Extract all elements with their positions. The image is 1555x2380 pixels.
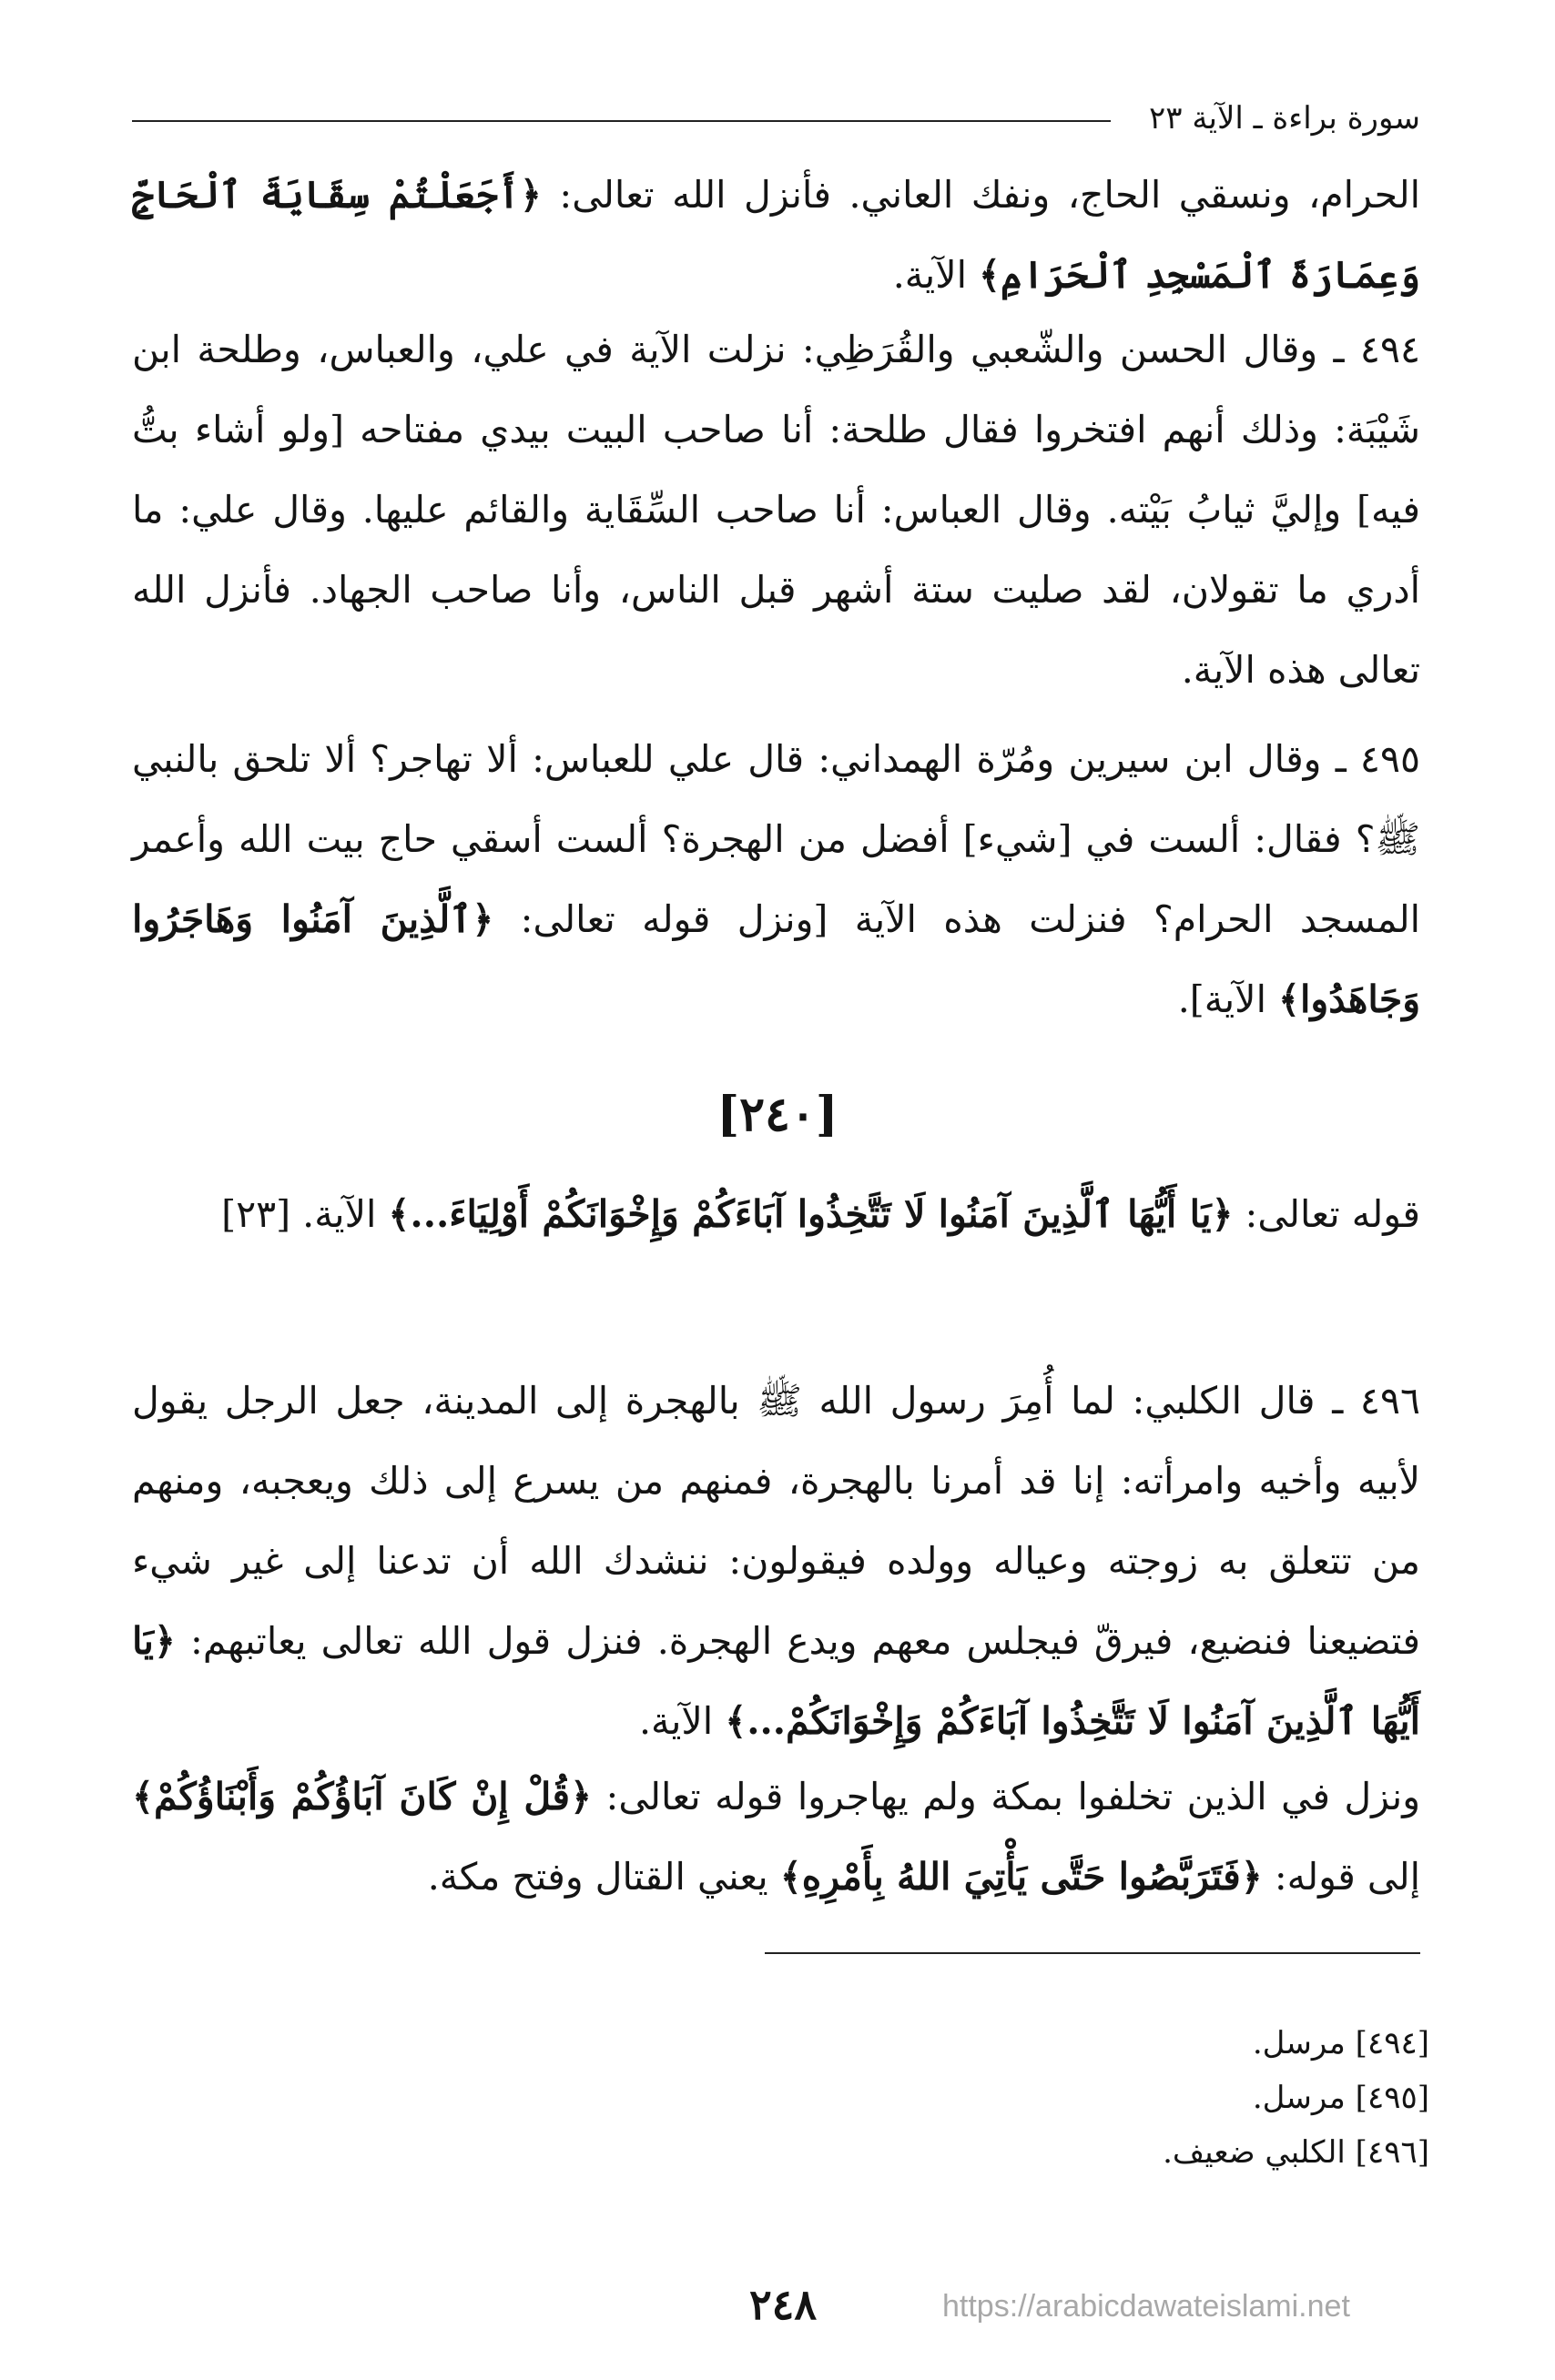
section-number: [٢٤٠] <box>717 1087 838 1142</box>
footnote-rule <box>765 1952 1420 1954</box>
paragraph-tail: يعني القتال وفتح مكة. <box>427 1855 780 1899</box>
quran-verse: ﴿أَجَعَلْتُمْ سِقَايَةَ ٱلْحَاجِّ وَعِمَارَةَ ٱلْمَسْجِدِ ٱلْحَرَامِ﴾ <box>132 173 1420 297</box>
verse-heading <box>132 1174 1420 1254</box>
quran-verse: ﴿قُلْ إِنْ كَانَ آبَاؤُكُمْ وَأَبْنَاؤُكُمْ﴾ <box>132 1775 593 1818</box>
narration-496 <box>132 1361 1420 1761</box>
paragraph-text: الحرام، ونسقي الحاج، ونفك العاني. فأنزل الله تعالى: <box>541 173 1420 217</box>
quran-verse: ﴿ٱلَّذِينَ آمَنُوا وَهَاجَرُوا وَجَاهَدُوا﴾ <box>132 897 1420 1021</box>
paragraph-tail: الآية. [٢٣] <box>221 1192 389 1236</box>
narration-495 <box>132 719 1420 1039</box>
quran-verse: ﴿فَتَرَبَّصُوا حَتَّى يَأْتِيَ اللهُ بِأَمْرِهِ﴾ <box>779 1855 1263 1899</box>
footnote-495: [٤٩٥] مرسل. <box>1252 2080 1429 2116</box>
paragraph-text: إلى قوله: <box>1262 1855 1420 1899</box>
paragraph-text: ونزل في الذين تخلفوا بمكة ولم يهاجروا قوله تعالى: <box>592 1775 1420 1818</box>
running-header <box>132 91 1420 146</box>
watermark-url: https://arabicdawateislami.net <box>942 2289 1350 2324</box>
paragraph-tail: الآية]. <box>1177 977 1278 1021</box>
paragraph-text: ٤٩٤ ـ وقال الحسن والشّعبي والقُرَظِي: نزلت الآية في علي، والعباس، وطلحة ابن شَيْبَة: وذلك أنهم افتخروا فقال طلحة: أنا صاحب البيت بيدي مفتاحه [ولو أشاء بتُّ فيه] وإليَّ ثيابُ بَيْته. وقال العباس: أنا صاحب السِّقَاية والقائم عليها. وقال علي: ما أدري ما تقولان، لقد صليت ستة أشهر قبل الناس، وأنا صاحب الجهاد. فأنزل الله تعالى هذه الآية. <box>132 328 1421 692</box>
paragraph-text: ٤٩٥ ـ وقال ابن سيرين ومُرّة الهمداني: قال علي للعباس: ألا تهاجر؟ ألا تلحق بالنبي ﷺ؟ فقال: ألست في [شيء] أفضل من الهجرة؟ ألست أسقي حاج بيت الله وأعمر المسجد الحرام؟ فنزلت هذه الآية [ونزل قوله تعالى: <box>132 737 1420 941</box>
closing-paragraph <box>132 1757 1420 1917</box>
quran-verse: ﴿يَا أَيُّهَا ٱلَّذِينَ آمَنُوا لَا تَتَّخِذُوا آبَاءَكُمْ وَإِخْوَانَكُمْ...﴾ <box>132 1619 1420 1743</box>
paragraph-tail: الآية. <box>638 1699 726 1743</box>
footnote-496: [٤٩٦] الكلبي ضعيف. <box>1163 2134 1429 2171</box>
paragraph-text: ٤٩٦ ـ قال الكلبي: لما أُمِرَ رسول الله ﷺ بالهجرة إلى المدينة، جعل الرجل يقول لأبيه وأخيه وامرأته: إنا قد أمرنا بالهجرة، فمنهم من يسرع إلى ذلك ويعجبه، ومنهم من تتعلق به زوجته وعياله وولده فيقولون: ننشدك الله أن تدعنا إلى غير شيء فتضيعنا فنضيع، فيرقّ فيجلس معهم ويدع الهجرة. فنزل قول الله تعالى يعاتبهم: <box>132 1379 1420 1663</box>
paragraph-tail: الآية. <box>892 253 979 297</box>
footnotes <box>132 2016 1429 2180</box>
header-rule <box>132 120 1111 122</box>
paragraph-continuation <box>132 155 1420 315</box>
quran-verse: ﴿يَا أَيُّهَا ٱلَّذِينَ آمَنُوا لَا تَتَّخِذُوا آبَاءَكُمْ وَإِخْوَانَكُمْ أَوْلِيَاءَ...﴾ <box>388 1192 1234 1236</box>
footnote-494: [٤٩٤] مرسل. <box>1252 2025 1429 2061</box>
running-title: سورة براءة ـ الآية ٢٣ <box>1148 100 1420 137</box>
paragraph-text: قوله تعالى: <box>1233 1192 1420 1236</box>
narration-494 <box>132 309 1420 710</box>
page-number: ٢٤٨ <box>748 2280 818 2329</box>
